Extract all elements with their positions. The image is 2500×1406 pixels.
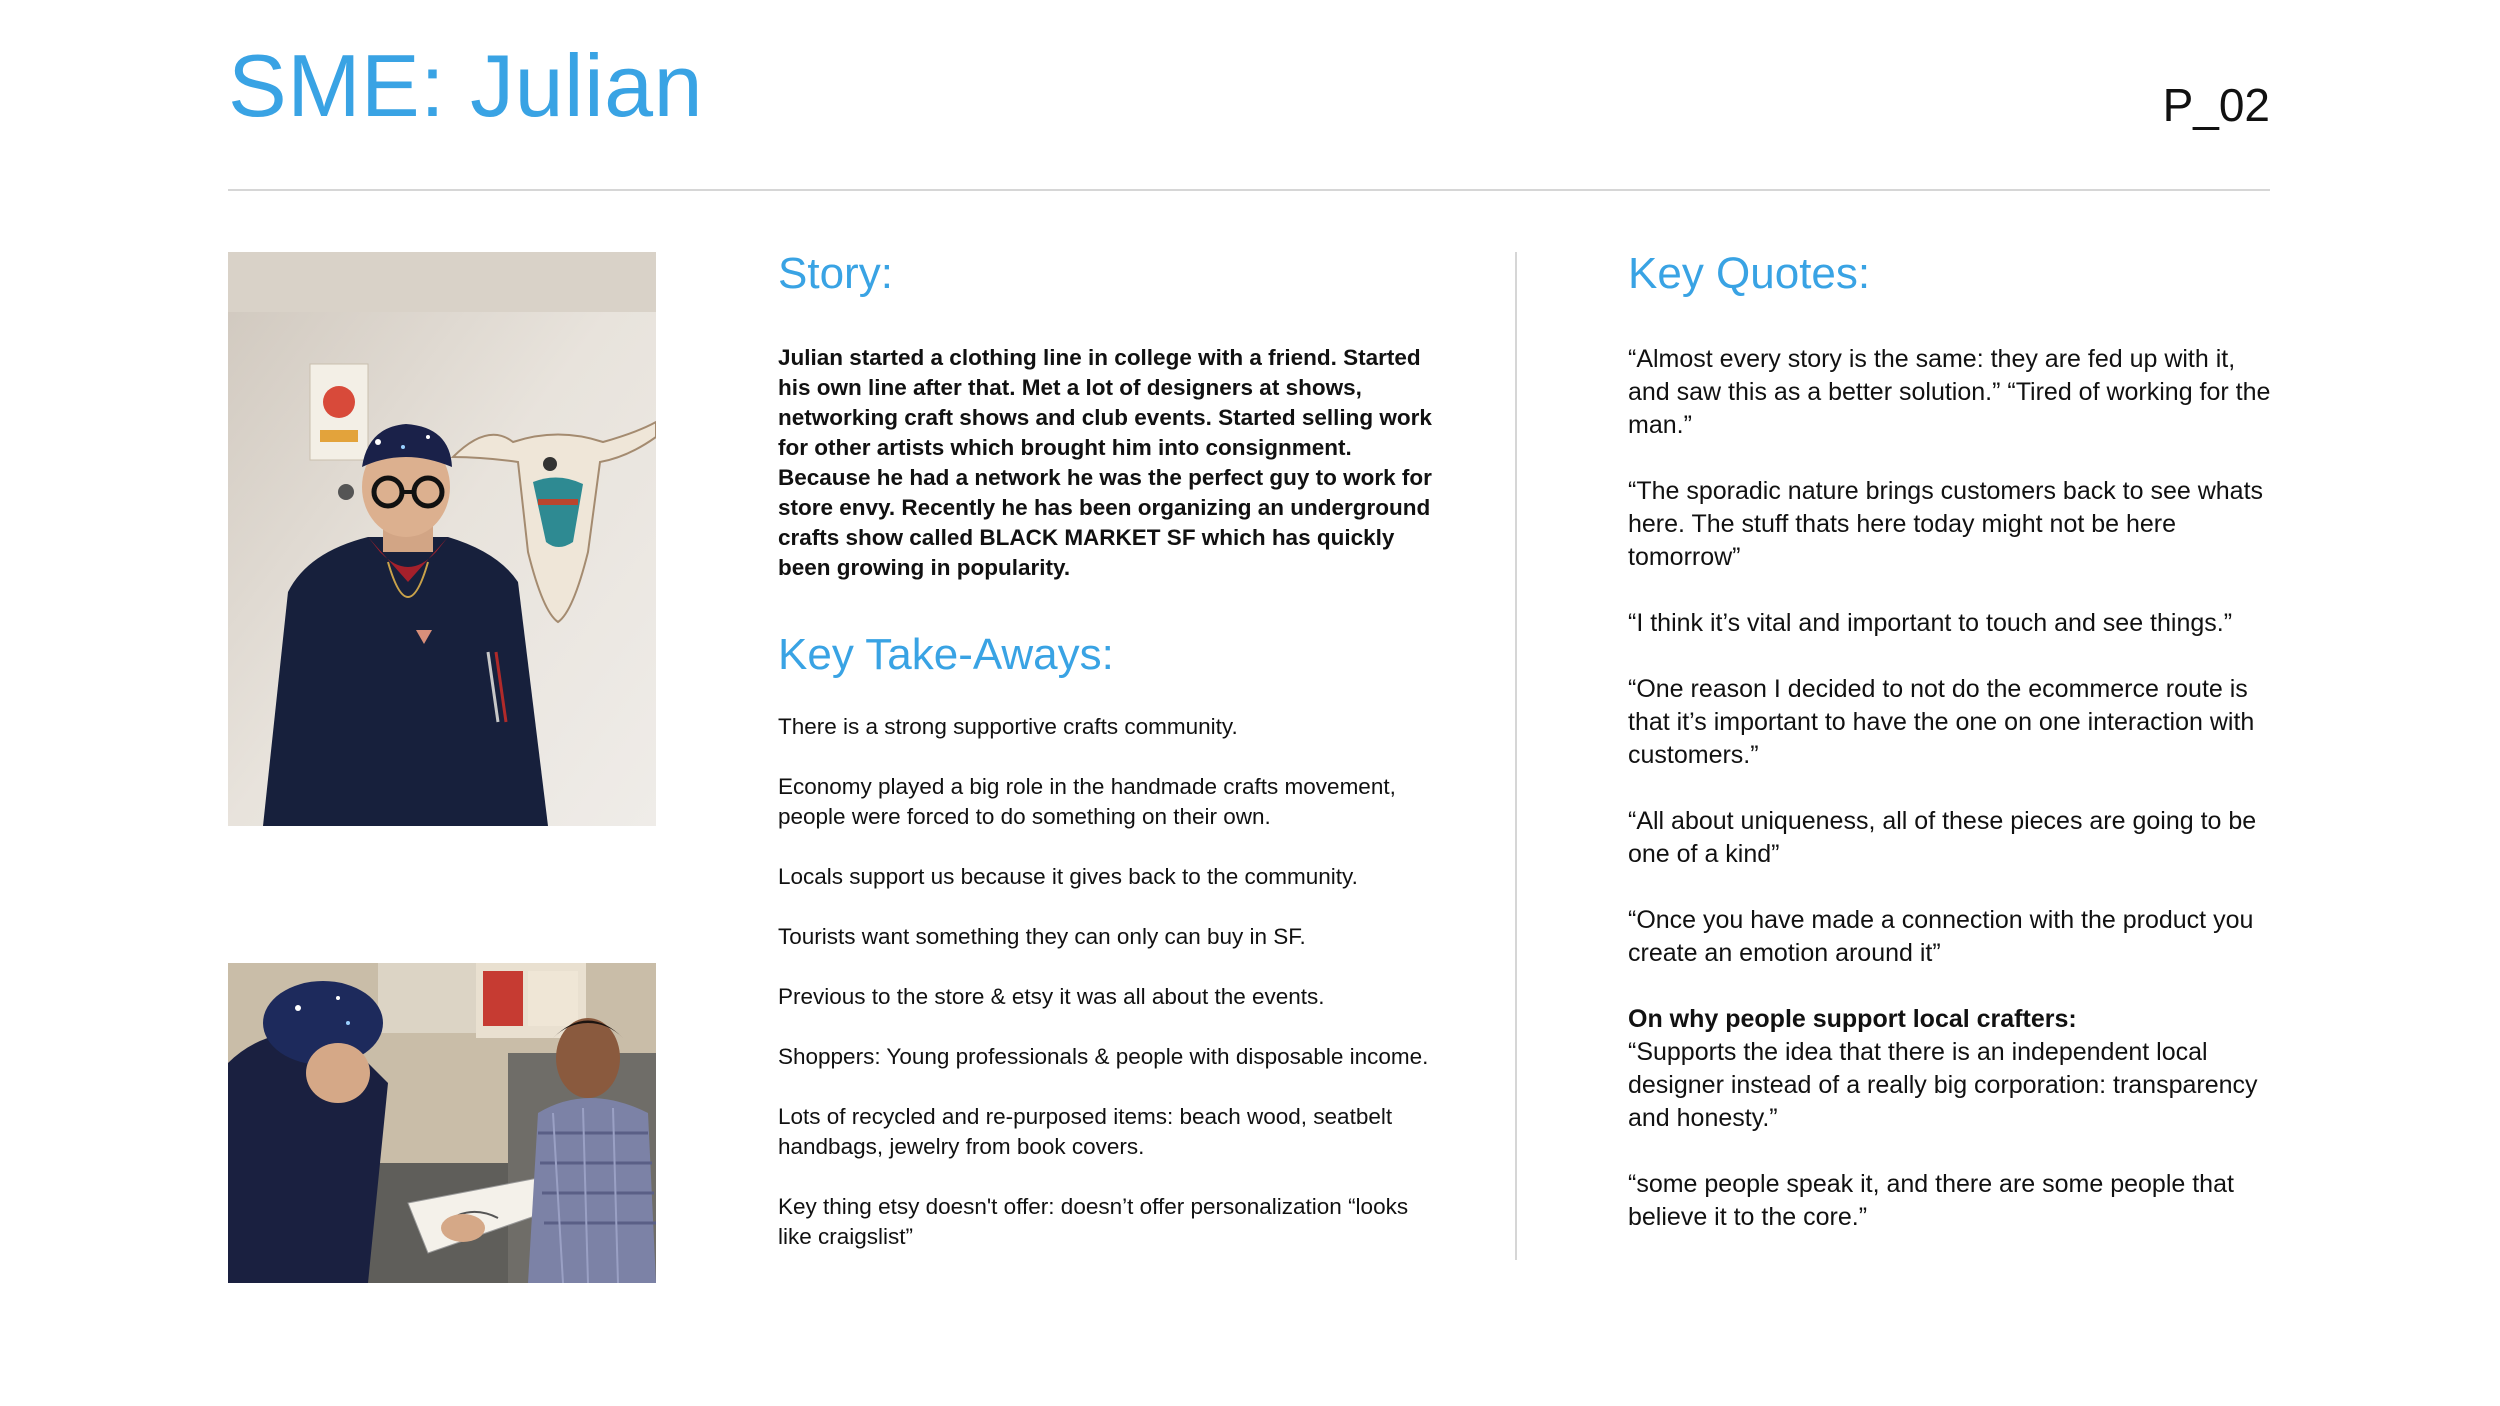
quote-text: “The sporadic nature brings customers back to see whats here. The stuff thats here today might not be here tomorrow” xyxy=(1628,476,2264,571)
page-number: P_02 xyxy=(2162,79,2270,131)
quote-item xyxy=(1628,475,2278,574)
quote-item xyxy=(1628,1003,2278,1135)
quotes-heading: Key Quotes: xyxy=(1628,249,1871,298)
quote-text: “Once you have made a connection with the product you create an emotion around it” xyxy=(1628,905,2254,967)
quote-item xyxy=(1628,805,2278,871)
sketching-illustration xyxy=(228,963,656,1283)
takeaway-item: Shoppers: Young professionals & people with disposable income. xyxy=(778,1043,1429,1069)
quote-item xyxy=(1628,1168,2278,1234)
story-heading: Story: xyxy=(778,249,893,298)
takeaway-item: Key thing etsy doesn't offer: doesn’t offer personalization “looks like craigslist” xyxy=(778,1193,1409,1249)
quote-item xyxy=(1628,673,2278,772)
takeaway-item: Previous to the store & etsy it was all about the events. xyxy=(778,983,1325,1009)
quotes-column xyxy=(1628,248,2278,1267)
quote-item xyxy=(1628,607,2278,640)
page-title: SME: Julian xyxy=(228,36,704,135)
photo-julian-sketching xyxy=(228,963,656,1283)
quote-text: “Almost every story is the same: they are fed up with it, and saw this as a better solution.” “Tired of working for the man.” xyxy=(1628,344,2271,439)
story-column xyxy=(778,248,1438,1282)
quote-text: “I think it’s vital and important to touch and see things.” xyxy=(1628,608,2233,637)
portrait-illustration xyxy=(228,252,656,826)
takeaway-item: Economy played a big role in the handmade crafts movement, people were forced to do something on their own. xyxy=(778,773,1396,829)
quote-text: “All about uniqueness, all of these pieces are going to be one of a kind” xyxy=(1628,806,2257,868)
story-text: Julian started a clothing line in college with a friend. Started his own line after that. Met a lot of designers at shows, networking craft shows and club events. Started selling work for other artists which brought him into consignment. Because he had a network he was the perfect guy to work for store envy. Recently he has been organizing an underground crafts show called BLACK MARKET SF which has quickly been growing in popularity. xyxy=(778,344,1432,580)
takeaway-item: Locals support us because it gives back to the community. xyxy=(778,863,1358,889)
column-divider xyxy=(1515,252,1517,1260)
takeaway-item: Lots of recycled and re-purposed items: beach wood, seatbelt handbags, jewelry from book covers. xyxy=(778,1103,1393,1159)
quote-item xyxy=(1628,343,2278,442)
quote-text: “One reason I decided to not do the ecommerce route is that it’s important to have the one on one interaction with customers.” xyxy=(1628,674,2255,769)
takeaways-heading: Key Take-Aways: xyxy=(778,629,1114,679)
quote-list xyxy=(1628,343,2278,1234)
quote-text: “some people speak it, and there are some people that believe it to the core.” xyxy=(1628,1169,2234,1231)
takeaway-item: There is a strong supportive crafts community. xyxy=(778,713,1238,739)
takeaway-list xyxy=(778,712,1438,1252)
takeaway-item: Tourists want something they can only can buy in SF. xyxy=(778,923,1306,949)
quote-subheading: On why people support local crafters: xyxy=(1628,1004,2077,1033)
header-divider xyxy=(228,189,2270,191)
photo-julian-portrait xyxy=(228,252,656,826)
quote-text: “Supports the idea that there is an independent local designer instead of a really big corporation: transparency and honesty.” xyxy=(1628,1037,2258,1132)
quote-item xyxy=(1628,904,2278,970)
